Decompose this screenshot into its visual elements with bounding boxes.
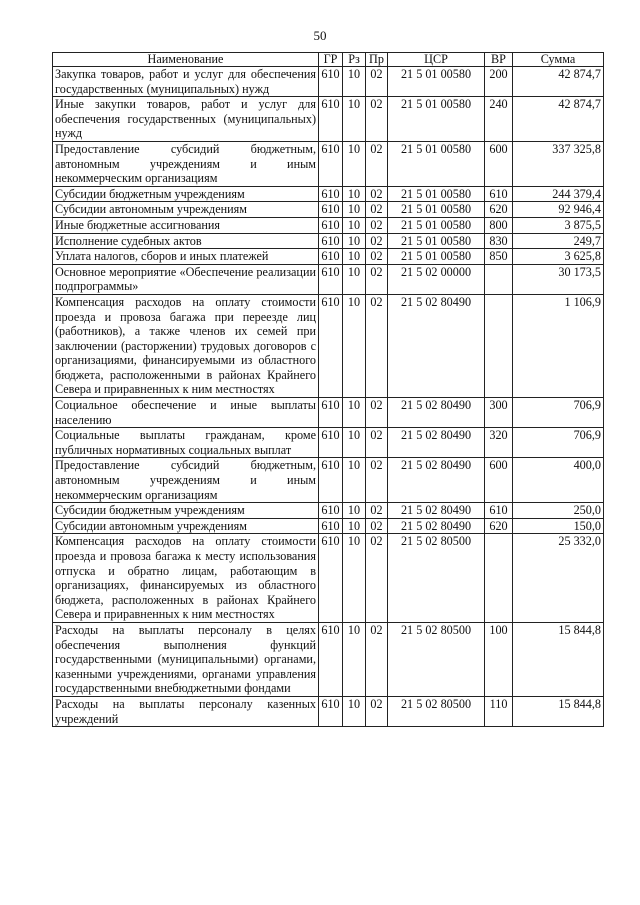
cell-name: Социальные выплаты гражданам, кроме публичных нормативных социальных выплат	[53, 428, 319, 458]
cell-csr: 21 5 02 80490	[388, 294, 485, 397]
cell-csr: 21 5 02 80500	[388, 534, 485, 623]
cell-sum: 250,0	[513, 503, 604, 519]
cell-vr: 620	[485, 202, 513, 218]
table-row	[53, 217, 604, 233]
table-row	[53, 141, 604, 186]
cell-sum: 244 379,4	[513, 186, 604, 202]
cell-pr: 02	[366, 249, 388, 265]
cell-name: Основное мероприятие «Обеспечение реализации подпрограммы»	[53, 264, 319, 294]
table-row	[53, 622, 604, 696]
cell-vr: 320	[485, 428, 513, 458]
cell-vr: 300	[485, 398, 513, 428]
cell-rz: 10	[343, 534, 366, 623]
cell-gr: 610	[319, 141, 343, 186]
cell-vr	[485, 534, 513, 623]
cell-rz: 10	[343, 97, 366, 142]
table-row	[53, 518, 604, 534]
cell-gr: 610	[319, 217, 343, 233]
cell-name: Субсидии бюджетным учреждениям	[53, 503, 319, 519]
cell-vr: 600	[485, 458, 513, 503]
cell-csr: 21 5 02 80500	[388, 696, 485, 726]
cell-sum: 30 173,5	[513, 264, 604, 294]
cell-csr: 21 5 01 00580	[388, 186, 485, 202]
cell-gr: 610	[319, 696, 343, 726]
cell-name: Компенсация расходов на оплату стоимости проезда и провоза багажа при переезде лиц (работников), а также членов их семей при заключении (расторжении) трудовых договоров с организациями, финансируемыми из областного бюджета, расположенными в районах Крайнего Севера и приравненных к ним местностях	[53, 294, 319, 397]
cell-name: Иные бюджетные ассигнования	[53, 217, 319, 233]
cell-pr: 02	[366, 217, 388, 233]
table-row	[53, 534, 604, 623]
cell-name: Компенсация расходов на оплату стоимости проезда и провоза багажа к месту использования отпуска и обратно лицам, работающим в организациях, финансируемых из областного бюджета, расположенных в районах Крайнего Севера и приравненных к ним местностях	[53, 534, 319, 623]
header-rz: Рз	[343, 53, 366, 67]
cell-csr: 21 5 02 80490	[388, 428, 485, 458]
cell-pr: 02	[366, 696, 388, 726]
cell-sum: 706,9	[513, 428, 604, 458]
cell-name: Субсидии автономным учреждениям	[53, 518, 319, 534]
cell-csr: 21 5 02 80490	[388, 518, 485, 534]
cell-csr: 21 5 01 00580	[388, 249, 485, 265]
header-csr: ЦСР	[388, 53, 485, 67]
cell-name: Субсидии автономным учреждениям	[53, 202, 319, 218]
cell-vr	[485, 294, 513, 397]
cell-sum: 3 625,8	[513, 249, 604, 265]
table-row	[53, 458, 604, 503]
cell-pr: 02	[366, 622, 388, 696]
cell-vr: 100	[485, 622, 513, 696]
cell-csr: 21 5 01 00580	[388, 233, 485, 249]
cell-pr: 02	[366, 518, 388, 534]
cell-pr: 02	[366, 503, 388, 519]
cell-csr: 21 5 01 00580	[388, 67, 485, 97]
cell-name: Социальное обеспечение и иные выплаты населению	[53, 398, 319, 428]
cell-name: Уплата налогов, сборов и иных платежей	[53, 249, 319, 265]
table-row	[53, 264, 604, 294]
cell-vr	[485, 264, 513, 294]
cell-gr: 610	[319, 97, 343, 142]
cell-name: Иные закупки товаров, работ и услуг для обеспечения государственных (муниципальных) нужд	[53, 97, 319, 142]
cell-pr: 02	[366, 428, 388, 458]
page-number: 50	[313, 28, 327, 43]
cell-vr: 830	[485, 233, 513, 249]
cell-gr: 610	[319, 428, 343, 458]
cell-gr: 610	[319, 249, 343, 265]
cell-sum: 15 844,8	[513, 696, 604, 726]
table-row	[53, 503, 604, 519]
cell-name: Закупка товаров, работ и услуг для обеспечения государственных (муниципальных) нужд	[53, 67, 319, 97]
cell-pr: 02	[366, 233, 388, 249]
cell-vr: 110	[485, 696, 513, 726]
cell-sum: 92 946,4	[513, 202, 604, 218]
cell-rz: 10	[343, 264, 366, 294]
cell-gr: 610	[319, 186, 343, 202]
cell-rz: 10	[343, 398, 366, 428]
cell-vr: 620	[485, 518, 513, 534]
table-row	[53, 97, 604, 142]
cell-sum: 25 332,0	[513, 534, 604, 623]
cell-pr: 02	[366, 264, 388, 294]
cell-csr: 21 5 01 00580	[388, 202, 485, 218]
cell-vr: 600	[485, 141, 513, 186]
cell-rz: 10	[343, 186, 366, 202]
cell-rz: 10	[343, 233, 366, 249]
table-row	[53, 696, 604, 726]
table-row	[53, 67, 604, 97]
cell-vr: 610	[485, 503, 513, 519]
cell-name: Субсидии бюджетным учреждениям	[53, 186, 319, 202]
cell-rz: 10	[343, 503, 366, 519]
cell-gr: 610	[319, 67, 343, 97]
header-pr: Пр	[366, 53, 388, 67]
cell-pr: 02	[366, 534, 388, 623]
cell-rz: 10	[343, 217, 366, 233]
cell-sum: 1 106,9	[513, 294, 604, 397]
cell-rz: 10	[343, 458, 366, 503]
cell-gr: 610	[319, 233, 343, 249]
cell-rz: 10	[343, 67, 366, 97]
cell-csr: 21 5 01 00580	[388, 97, 485, 142]
table-row	[53, 233, 604, 249]
header-vr: ВР	[485, 53, 513, 67]
cell-sum: 706,9	[513, 398, 604, 428]
table-row	[53, 428, 604, 458]
cell-pr: 02	[366, 202, 388, 218]
cell-gr: 610	[319, 534, 343, 623]
cell-csr: 21 5 02 00000	[388, 264, 485, 294]
cell-vr: 800	[485, 217, 513, 233]
cell-csr: 21 5 02 80490	[388, 458, 485, 503]
header-name: Наименование	[53, 53, 319, 67]
cell-rz: 10	[343, 141, 366, 186]
cell-gr: 610	[319, 503, 343, 519]
header-sum: Сумма	[513, 53, 604, 67]
table-row	[53, 249, 604, 265]
cell-sum: 3 875,5	[513, 217, 604, 233]
cell-pr: 02	[366, 67, 388, 97]
cell-rz: 10	[343, 518, 366, 534]
cell-name: Исполнение судебных актов	[53, 233, 319, 249]
cell-csr: 21 5 02 80490	[388, 503, 485, 519]
cell-gr: 610	[319, 518, 343, 534]
cell-gr: 610	[319, 202, 343, 218]
cell-sum: 42 874,7	[513, 67, 604, 97]
cell-pr: 02	[366, 398, 388, 428]
cell-gr: 610	[319, 294, 343, 397]
cell-name: Расходы на выплаты персоналу казенных учреждений	[53, 696, 319, 726]
cell-gr: 610	[319, 264, 343, 294]
table-body	[53, 67, 604, 727]
cell-pr: 02	[366, 186, 388, 202]
cell-sum: 150,0	[513, 518, 604, 534]
cell-gr: 610	[319, 458, 343, 503]
cell-vr: 610	[485, 186, 513, 202]
cell-csr: 21 5 01 00580	[388, 217, 485, 233]
cell-name: Расходы на выплаты персоналу в целях обеспечения выполнения функций государственными (муниципальными) органами, казенными учреждениями, органами управления государственными внебюджетными фондами	[53, 622, 319, 696]
cell-name: Предоставление субсидий бюджетным, автономным учреждениям и иным некоммерческим организациям	[53, 141, 319, 186]
cell-pr: 02	[366, 294, 388, 397]
table-row	[53, 202, 604, 218]
cell-sum: 400,0	[513, 458, 604, 503]
table-row	[53, 398, 604, 428]
header-gr: ГР	[319, 53, 343, 67]
cell-sum: 249,7	[513, 233, 604, 249]
cell-csr: 21 5 02 80500	[388, 622, 485, 696]
cell-rz: 10	[343, 428, 366, 458]
budget-table	[52, 52, 604, 727]
cell-csr: 21 5 02 80490	[388, 398, 485, 428]
cell-rz: 10	[343, 294, 366, 397]
cell-gr: 610	[319, 622, 343, 696]
table-row	[53, 186, 604, 202]
cell-vr: 200	[485, 67, 513, 97]
cell-rz: 10	[343, 622, 366, 696]
cell-pr: 02	[366, 141, 388, 186]
cell-rz: 10	[343, 202, 366, 218]
cell-sum: 42 874,7	[513, 97, 604, 142]
cell-gr: 610	[319, 398, 343, 428]
cell-rz: 10	[343, 696, 366, 726]
cell-vr: 240	[485, 97, 513, 142]
cell-sum: 337 325,8	[513, 141, 604, 186]
cell-pr: 02	[366, 458, 388, 503]
cell-rz: 10	[343, 249, 366, 265]
cell-vr: 850	[485, 249, 513, 265]
table-row	[53, 294, 604, 397]
cell-sum: 15 844,8	[513, 622, 604, 696]
cell-name: Предоставление субсидий бюджетным, автономным учреждениям и иным некоммерческим организациям	[53, 458, 319, 503]
cell-pr: 02	[366, 97, 388, 142]
table-header-row	[53, 53, 604, 67]
cell-csr: 21 5 01 00580	[388, 141, 485, 186]
